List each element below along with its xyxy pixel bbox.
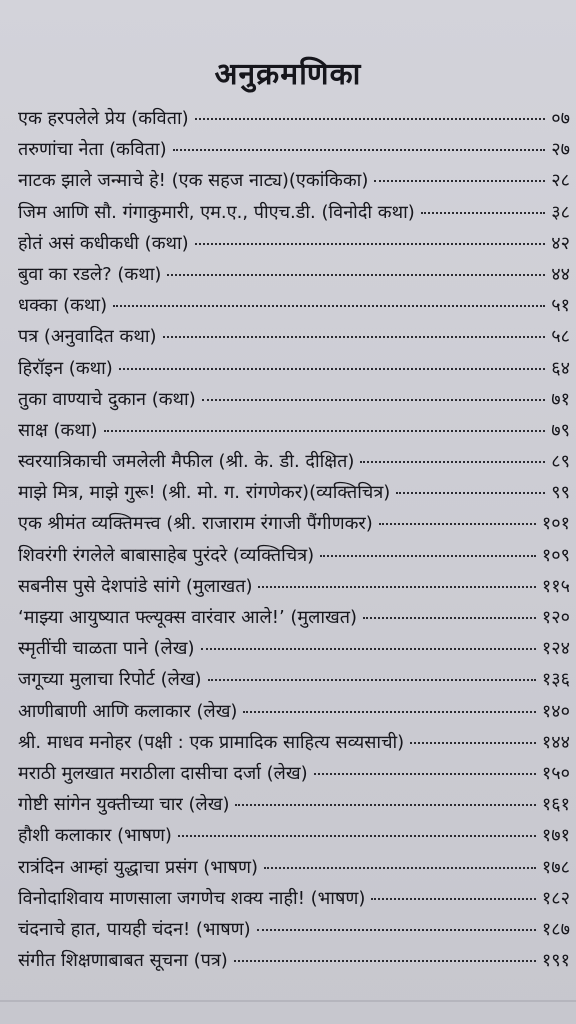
toc-entry-page-number: ५८ xyxy=(551,326,570,348)
toc-entry xyxy=(18,449,570,480)
dot-leader xyxy=(235,804,535,806)
toc-entry-page-number: ४२ xyxy=(551,232,570,254)
toc-entry-title: माझे मित्र, माझे गुरू! (श्री. मो. ग. रांगणेकर)(व्यक्तिचित्र) xyxy=(18,482,391,504)
toc-entry-page-number: ४४ xyxy=(551,263,570,285)
dot-leader xyxy=(243,711,535,713)
toc-entry xyxy=(18,917,570,948)
dot-leader xyxy=(202,399,546,401)
toc-entry xyxy=(18,792,570,823)
toc-entry-page-number: ११५ xyxy=(541,575,570,597)
toc-entry-title: तरुणांचा नेता (कविता) xyxy=(18,139,167,161)
toc-entry-title: स्वरयात्रिकाची जमलेली मैफील (श्री. के. डी. दीक्षित) xyxy=(18,451,355,473)
dot-leader xyxy=(195,118,546,120)
dot-leader xyxy=(163,336,546,338)
toc-entry-title: श्री. माधव मनोहर (पक्षी : एक प्रामादिक साहित्य सव्यसाची) xyxy=(18,731,405,753)
toc-entry xyxy=(18,480,570,511)
toc-entry-title: हौशी कलाकार (भाषण) xyxy=(18,825,172,847)
toc-entry-title: एक हरपलेले प्रेय (कविता) xyxy=(18,108,189,129)
toc-entry xyxy=(18,324,570,355)
toc-entry-page-number: १६१ xyxy=(541,794,570,816)
toc-entry-page-number: ६४ xyxy=(551,357,570,379)
dot-leader xyxy=(320,555,536,557)
toc-entry-page-number: २८ xyxy=(551,170,570,192)
toc-entry xyxy=(18,574,570,605)
toc-entry-title: हिरॉइन (कथा) xyxy=(18,357,113,379)
toc-entry-title: शिवरंगी रंगलेले बाबासाहेब पुरंदरे (व्यक्तिचित्र) xyxy=(18,544,315,566)
dot-leader xyxy=(178,835,536,837)
toc-entry xyxy=(18,356,570,387)
toc-entry-page-number: ७९ xyxy=(551,419,570,441)
dot-leader xyxy=(258,586,535,588)
toc-entry-page-number: ९९ xyxy=(551,482,570,504)
dot-leader xyxy=(363,617,536,619)
toc-entry-page-number: ५१ xyxy=(551,295,570,317)
dot-leader xyxy=(119,368,545,370)
toc-entry-page-number: १८७ xyxy=(541,918,570,940)
toc-entry xyxy=(18,543,570,574)
toc-entry-title: एक श्रीमंत व्यक्तिमत्त्व (श्री. राजाराम रंगाजी पैंगीणकर) xyxy=(18,513,373,535)
toc-entry-page-number: १५० xyxy=(541,762,570,784)
toc-entry xyxy=(18,948,570,979)
dot-leader xyxy=(104,430,546,432)
toc-entry xyxy=(18,106,570,137)
toc-entry xyxy=(18,262,570,293)
toc-entry-page-number: १०९ xyxy=(541,544,570,566)
toc-entry xyxy=(18,605,570,636)
toc-entry-title: जगूच्या मुलाचा रिपोर्ट (लेख) xyxy=(18,669,202,691)
toc-entry-page-number: १७१ xyxy=(541,825,570,847)
toc-entry xyxy=(18,823,570,854)
dot-leader xyxy=(421,212,545,214)
dot-leader xyxy=(374,180,545,182)
toc-entry-page-number: १०१ xyxy=(541,513,570,535)
table-of-contents xyxy=(18,106,570,979)
toc-entry xyxy=(18,137,570,168)
toc-entry-page-number: १४० xyxy=(541,700,570,722)
toc-entry xyxy=(18,886,570,917)
toc-entry-title: साक्ष (कथा) xyxy=(18,419,98,441)
dot-leader xyxy=(396,492,545,494)
page-title: अनुक्रमणिका xyxy=(214,57,362,92)
toc-entry-title: आणीबाणी आणि कलाकार (लेख) xyxy=(18,700,238,722)
dot-leader xyxy=(195,243,546,245)
toc-entry-title: नाटक झाले जन्माचे हे! (एक सहज नाट्य)(एकांकिका) xyxy=(18,170,369,192)
dot-leader xyxy=(410,742,536,744)
toc-entry-page-number: १३६ xyxy=(541,669,570,691)
toc-entry xyxy=(18,511,570,542)
toc-entry xyxy=(18,699,570,730)
toc-entry-title: तुका वाण्याचे दुकान (कथा) xyxy=(18,388,196,410)
toc-entry xyxy=(18,667,570,698)
dot-leader xyxy=(113,305,545,307)
toc-entry-title: जिम आणि सौ. गंगाकुमारी, एम.ए., पीएच.डी. (विनोदी कथा) xyxy=(18,201,415,223)
toc-entry-title: रात्रंदिन आम्हां युद्धाचा प्रसंग (भाषण) xyxy=(18,856,259,878)
toc-entry-page-number: २७ xyxy=(551,139,570,161)
toc-entry-page-number: १७८ xyxy=(541,856,570,878)
toc-entry-title: संगीत शिक्षणाबाबत सूचना (पत्र) xyxy=(18,950,228,972)
toc-entry xyxy=(18,761,570,792)
toc-entry xyxy=(18,636,570,667)
toc-entry-title: मराठी मुलखात मराठीला दासीचा दर्जा (लेख) xyxy=(18,762,308,784)
toc-entry xyxy=(18,418,570,449)
toc-entry-title: चंदनाचे हात, पायही चंदन! (भाषण) xyxy=(18,918,251,940)
page-edge-divider xyxy=(0,1000,576,1002)
toc-entry xyxy=(18,168,570,199)
dot-leader xyxy=(379,523,536,525)
dot-leader xyxy=(360,461,545,463)
toc-entry-page-number: ७१ xyxy=(551,388,570,410)
dot-leader xyxy=(264,867,536,869)
toc-entry xyxy=(18,231,570,262)
toc-entry xyxy=(18,387,570,418)
dot-leader xyxy=(234,960,536,962)
toc-entry-page-number: १८२ xyxy=(541,887,570,909)
toc-entry-page-number: ३८ xyxy=(551,201,570,223)
toc-entry-title: सबनीस पुसे देशपांडे सांगे (मुलाखत) xyxy=(18,575,253,597)
toc-entry-title: ‘माझ्या आयुष्यात फ्ल्यूक्स वारंवार आले!’ (मुलाखत) xyxy=(18,607,358,628)
toc-entry-title: स्मृतींची चाळता पाने (लेख) xyxy=(18,638,195,660)
toc-entry xyxy=(18,730,570,761)
dot-leader xyxy=(173,149,546,151)
dot-leader xyxy=(257,929,536,931)
toc-entry-page-number: ८९ xyxy=(551,451,570,473)
dot-leader xyxy=(201,648,536,650)
toc-entry-page-number: १२० xyxy=(541,607,570,628)
toc-entry-title: पत्र (अनुवादित कथा) xyxy=(18,326,157,348)
toc-entry xyxy=(18,855,570,886)
toc-entry xyxy=(18,293,570,324)
toc-entry-title: गोष्टी सांगेन युक्तीच्या चार (लेख) xyxy=(18,794,230,816)
toc-entry-page-number: १२४ xyxy=(541,638,570,660)
toc-entry-title: होतं असं कधीकधी (कथा) xyxy=(18,232,189,254)
toc-entry-title: धक्का (कथा) xyxy=(18,295,108,317)
dot-leader xyxy=(314,773,536,775)
toc-entry-title: बुवा का रडले? (कथा) xyxy=(18,263,162,285)
toc-entry-page-number: १४४ xyxy=(541,731,570,753)
toc-entry-page-number: ०७ xyxy=(551,108,570,129)
toc-entry xyxy=(18,200,570,231)
dot-leader xyxy=(371,898,535,900)
dot-leader xyxy=(167,274,545,276)
dot-leader xyxy=(208,679,536,681)
toc-entry-title: विनोदाशिवाय माणसाला जगणेच शक्य नाही! (भाषण) xyxy=(18,887,366,909)
toc-entry-page-number: १९१ xyxy=(541,950,570,972)
